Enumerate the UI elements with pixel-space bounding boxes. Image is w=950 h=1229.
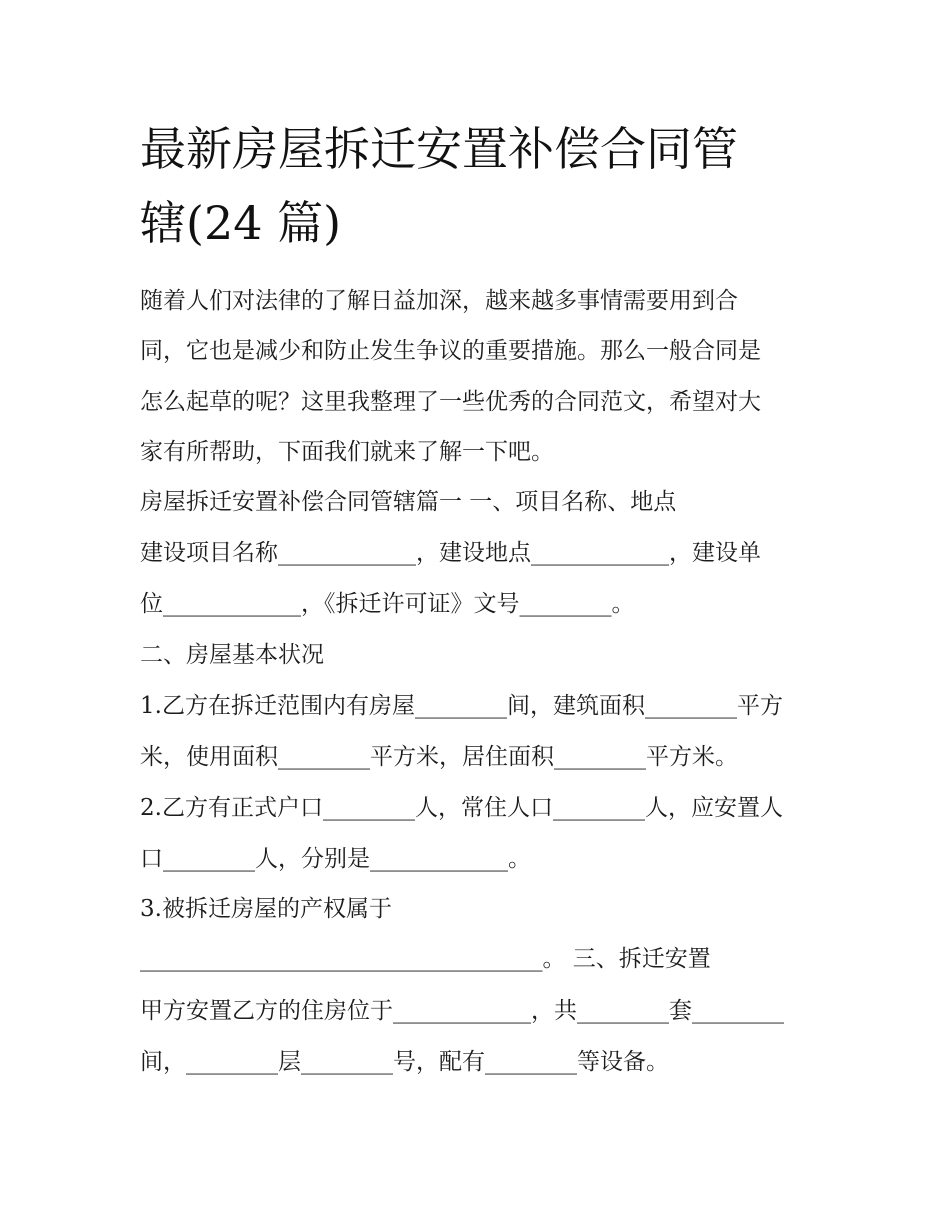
body-line: 同，它也是减少和防止发生争议的重要措施。那么一般合同是	[140, 338, 761, 364]
body-line: 位____________，《拆迁许可证》文号________。	[140, 591, 635, 617]
body-line: 3.被拆迁房屋的产权属于	[140, 896, 392, 922]
body-line: ___________________________________。 三、拆迁安置	[140, 946, 711, 972]
section-heading: 房屋拆迁安置补偿合同管辖篇一 一、项目名称、地点	[140, 489, 677, 515]
body-line: 2.乙方有正式户口________人，常住人口________人，应安置人	[140, 795, 783, 821]
body-line: 随着人们对法律的了解日益加深，越来越多事情需要用到合	[140, 288, 738, 314]
body-line: 怎么起草的呢？这里我整理了一些优秀的合同范文，希望对大	[140, 389, 761, 415]
body-line: 建设项目名称____________，建设地点____________，建设单	[140, 540, 761, 566]
body-line: 甲方安置乙方的住房位于____________，共________套________	[140, 998, 784, 1024]
title-line-1: 最新房屋拆迁安置补偿合同管	[140, 122, 738, 176]
body-line: 1.乙方在拆迁范围内有房屋________间，建筑面积________平方	[140, 693, 783, 719]
body-line: 米，使用面积________平方米，居住面积________平方米。	[140, 744, 738, 770]
document-title	[140, 112, 820, 260]
body-line: 口________人，分别是____________。	[140, 846, 531, 872]
body-line: 间，________层________号，配有________等设备。	[140, 1049, 669, 1075]
title-line-2: 辖(24 篇)	[140, 196, 342, 250]
body-line: 家有所帮助，下面我们就来了解一下吧。	[140, 439, 554, 465]
section-heading: 二、房屋基本状况	[140, 642, 324, 668]
